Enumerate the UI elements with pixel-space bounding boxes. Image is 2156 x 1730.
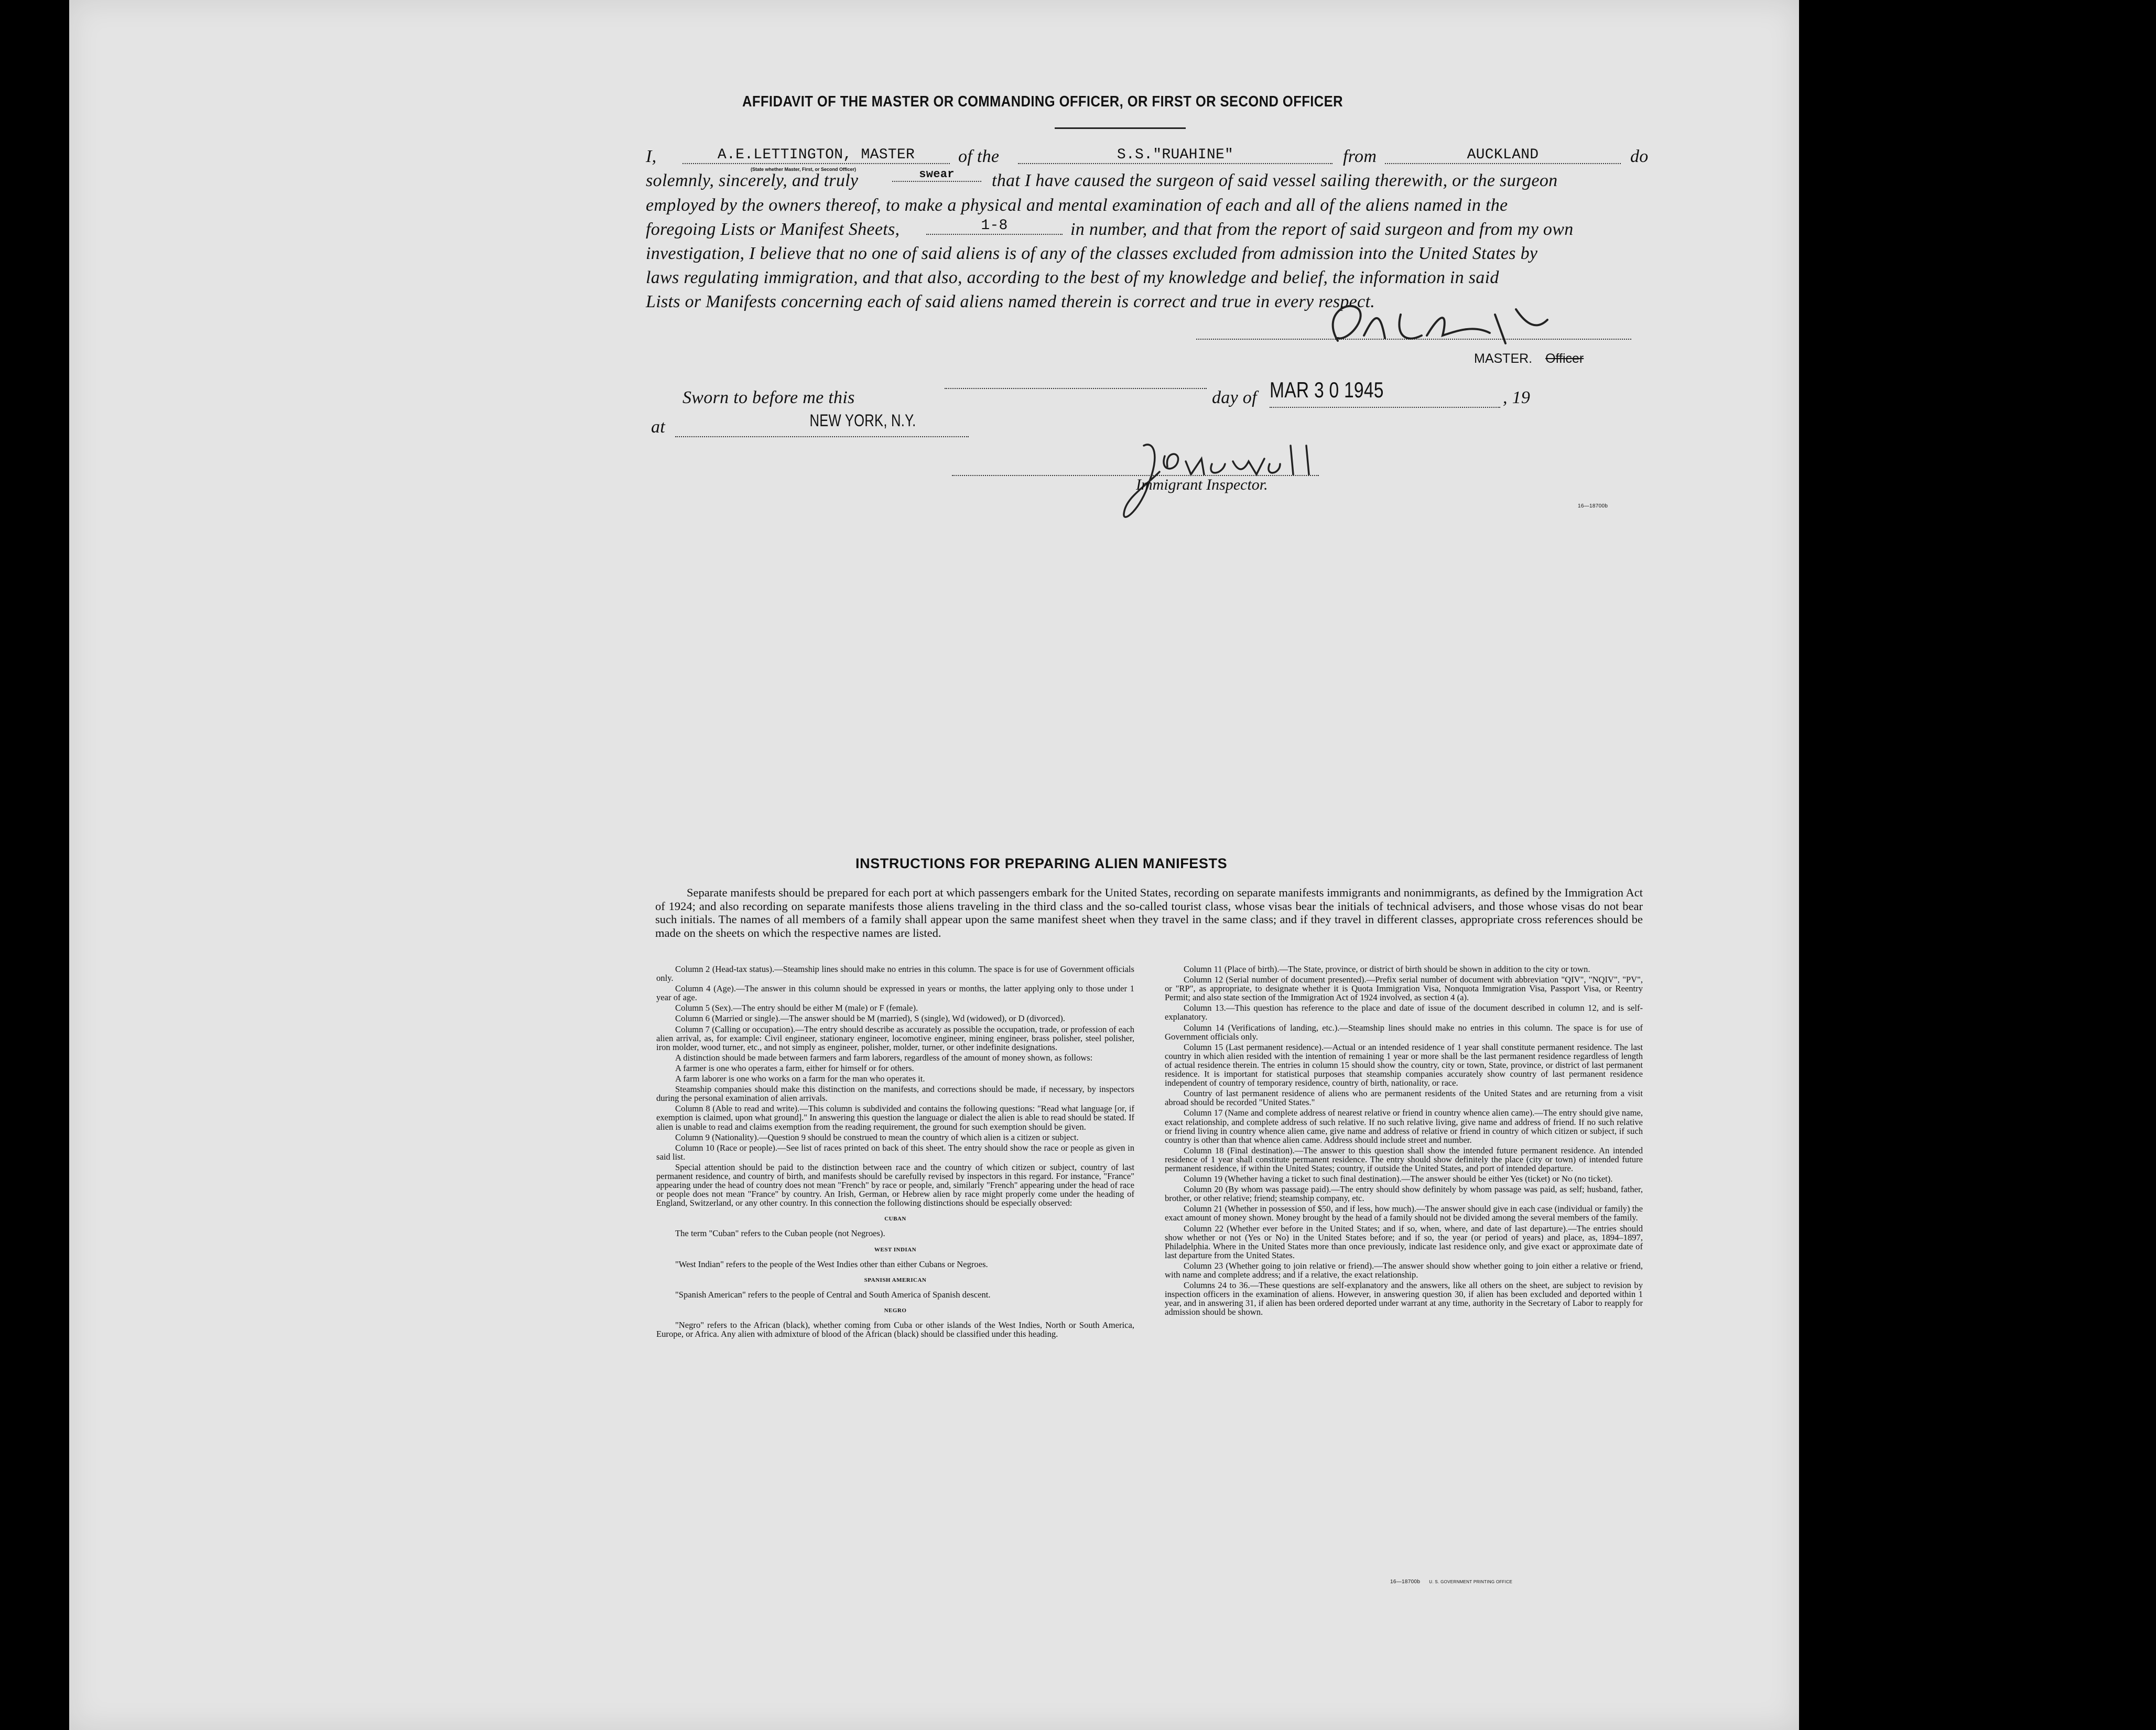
instruction-paragraph: Column 22 (Whether ever before in the United States; and if so, when, where, and date of last departure).—The entries should show whether or not (Yes or No) in the United States before; and if so, the year (or period of years) and place, as, 1894–1897, Philadelphia. Where in the United States more than once previously, indicate last residence only, and give exact or approximate date of last departure from the United States. [1165,1223,1643,1260]
instruction-paragraph: Steamship companies should make this distinction on the manifests, and corrections should be made, if necessary, by inspectors during the personal examination of alien arrivals. [656,1084,1134,1104]
instruction-paragraph: Column 23 (Whether going to join relative or friend).—The answer should show whether going to join either a relative or friend, with name and complete address; and if a relative, the exact relationship. [1165,1260,1643,1280]
instruction-paragraph: Column 13.—This question has reference to the place and date of issue of the document described in column 12, and is self-explanatory. [1165,1003,1643,1022]
instruction-paragraph: Column 21 (Whether in possession of $50, and if less, how much).—The answer should give in each case (individual or family) the exact amount of money shown. Money brought by the head of a family should not be divided among the several members of the family. [1165,1204,1643,1223]
instructions-right-column [1165,965,1643,1318]
from-text: from [1343,147,1377,166]
instruction-paragraph: Special attention should be paid to the distinction between race and the country of which citizen or subject, country of last permanent residence, and country of birth, and manifests should be carefully revised by inspectors in this regard. For instance, "France" appearing under the head of country does not mean "French" by race or people, and, similarly "French" appearing under the head of race or people does not mean "France" by country. An Irish, German, or Hebrew alien by race might properly come under the heading of England, Switzerland, or any other country. In this connection the following distinctions should be especially observed: [656,1162,1134,1208]
sworn-text: Sworn to before me this [682,388,855,407]
instruction-paragraph: Column 17 (Name and complete address of nearest relative or friend in country whence alien came).—The entry should give name, exact relationship, and complete address of such relative. If no such relative living, give name and address of friend. If no such relative or friend living in country whence alien came, give name and address of relative or friend in country of which citizen or subject, if such country is other than that whence alien came. Address should include street and number. [1165,1108,1643,1145]
inspector-label: Immigrant Inspector. [1136,476,1268,493]
place-line [651,411,966,437]
officer-rank-note: (State whether Master, First, or Second Officer) [751,167,857,172]
instruction-paragraph: Column 10 (Race or people).—See list of races printed on back of this sheet. The entry should show the race or people as given in said list. [656,1142,1134,1162]
instruction-paragraph: Column 4 (Age).—The answer in this column should be expressed in years or months, the latter applying only to those under 1 year of age. [656,983,1134,1003]
instruction-paragraph: "Spanish American" refers to the people of Central and South America of Spanish descent. [675,1289,991,1300]
instruction-paragraph: "Negro" refers to the African (black), whether coming from Cuba or other islands of the West Indies, North or South America, Europe, or Africa. Any alien with admixture of blood of the African (black) should be classified under this heading. [656,1320,1134,1339]
pronoun-i: I, [646,147,657,166]
of-the-text: of the [958,147,1000,166]
subheading-cuban: CUBAN [884,1216,906,1223]
subheading-spanish-american: SPANISH AMERICAN [864,1277,927,1283]
instruction-paragraph: A distinction should be made between farmers and farm laborers, regardless of the amount of money shown, as follows: [675,1052,1093,1063]
line-4-rest: in number, and that from the report of said surgeon and from my own [1070,220,1574,239]
year-prefix: , 19 [1503,388,1531,407]
instruction-paragraph: Column 18 (Final destination).—The answer to this question shall show the intended future permanent residence. An intended residence of 1 year shall constitute permanent residence. The entry should show definitely the place (city or town) of intended future permanent residence, if within the United States; country, if outside the United States, and port of intended departure. [1165,1145,1643,1173]
sheet-count-field: 1-8 [926,218,1063,235]
at-text: at [651,417,666,437]
officer-label: Officer [1545,351,1584,366]
instruction-paragraph: Column 6 (Married or single).—The answer should be M (married), S (single), Wd (widowed), or D (divorced). [675,1013,1065,1024]
line-2-rest: that I have caused the surgeon of said vessel sailing therewith, or the surgeon [992,171,1558,190]
instruction-paragraph: A farm laborer is one who works on a farm for the man who operates it. [675,1074,925,1084]
affidavit-title: AFFIDAVIT OF THE MASTER OR COMMANDING OFFICER, OR FIRST OR SECOND OFFICER [742,93,1343,110]
instruction-paragraph: Columns 24 to 36.—These questions are self-explanatory and the answers, like all others on the sheet, are subject to revision by inspection officers in the examination of aliens. However, in answering question 30, if alien has been excluded and deported within 1 year, and in answering 31, if alien has been ordered deported under warrant at any time, authority in the Secretary of Labor to reapply for admission should be shown. [1165,1280,1643,1317]
place-field [675,417,969,437]
affidavit-line-3: employed by the owners thereof, to make a physical and mental examination of each and all of the aliens named in the [646,196,1508,215]
day-of-text: day of [1212,388,1257,407]
affidavit-line-4 [646,220,1631,240]
title-underline [1055,127,1186,129]
officer-name-field: A.E.LETTINGTON, MASTER [682,147,950,164]
subheading-negro: NEGRO [884,1307,907,1314]
sworn-line [682,377,1531,408]
instruction-paragraph: Column 8 (Able to read and write).—This column is subdivided and contains the following questions: "Read what language [or, if exemption is claimed, upon what ground]." In answering this question the language or dialect the alien is able to read should be stated. If alien is unable to read and claims exemption from the reading requirement, the ground for such exemption should be given. [656,1104,1134,1132]
month-field [1270,388,1500,408]
subheading-west-indian: WEST INDIAN [874,1246,917,1253]
sworn-day-field [945,388,1207,389]
instruction-paragraph: Column 15 (Last permanent residence).—Actual or an intended residence of 1 year shall constitute permanent residence. The last country in which alien resided with the intention of remaining 1 year or more shall be the last permanent residence regardless of length of actual residence therein. The entries in column 15 should show the country, city or town, State, province, or district of last permanent residence. It is important for statistical purposes that steamship companies accurately show country of last permanent residence independent of country of temporary residence, country of birth, nationality, or race. [1165,1042,1643,1088]
instruction-paragraph: Column 20 (By whom was passage paid).—The entry should show definitely by whom passage was paid, as self; husband, father, brother, or other relative; friend; steamship company, etc. [1165,1184,1643,1204]
instruction-paragraph: Column 5 (Sex).—The entry should be either M (male) or F (female). [675,1003,918,1013]
oath-field: swear [892,168,981,182]
instruction-paragraph: Country of last permanent residence of aliens who are permanent residents of the United States and are returning from a visit abroad should be recorded "United States." [1165,1088,1643,1108]
instructions-intro: Separate manifests should be prepared for each port at which passengers embark for the United States, recording on separate manifests immigrants and nonimmigrants, as defined by the Immigration Act of 1924; and also recording on separate manifests those aliens traveling in the third class and the so-called tourist class, whose visas bear the initials of technical advisers, and those whose visas do not bear such initials. The names of all members of a family shall appear upon the same manifest sheet when they travel in the same class; and if they travel in different classes, appropriate cross references should be made on the sheets on which the respective names are listed. [655,886,1643,939]
affidavit-line-7: Lists or Manifests concerning each of said aliens named therein is correct and true in every respect. [646,292,1375,311]
master-signature [1317,294,1558,356]
instruction-paragraph: A farmer is one who operates a farm, either for himself or for others. [675,1063,914,1073]
affidavit-line-1 [646,147,1649,167]
ship-name-field: S.S."RUAHINE" [1018,147,1332,164]
instructions-title: INSTRUCTIONS FOR PREPARING ALIEN MANIFESTS [855,856,1228,871]
footer-form-code: 16—18700b [1390,1579,1421,1585]
instruction-paragraph: Column 9 (Nationality).—Question 9 should be construed to mean the country of which alien is a citizen or subject. [675,1132,1079,1142]
instruction-paragraph: The term "Cuban" refers to the Cuban people (not Negroes). [675,1228,885,1239]
form-code: 16—18700b [1578,503,1608,509]
affidavit-line-6: laws regulating immigration, and that also, according to the best of my knowledge and belief, the information in said [646,268,1499,287]
port-field: AUCKLAND [1385,147,1621,164]
date-stamp: MAR 3 0 1945 [1270,377,1384,402]
instruction-paragraph: "West Indian" refers to the people of the West Indies other than either Cubans or Negroes. [675,1259,988,1269]
instructions-left-column [656,965,1134,1340]
instruction-paragraph: Column 14 (Verifications of landing, etc.).—Steamship lines should make no entries in this column. The space is for use of Government officials only. [1165,1022,1643,1042]
instruction-paragraph: Column 2 (Head-tax status).—Steamship lines should make no entries in this column. The space is for use of Government officials only. [656,964,1134,983]
foregoing-text: foregoing Lists or Manifest Sheets, [646,220,900,239]
affidavit-line-5: investigation, I believe that no one of said aliens is of any of the classes excluded from admission into the United States by [646,244,1538,263]
do-text: do [1630,147,1649,166]
instruction-paragraph: Column 12 (Serial number of document presented).—Prefix serial number of document with abbreviation "QIV", "NQIV", "PV", or "RP", as appropriate, to designate whether it is Quota Immigration Visa, Nonquota Immigration Visa, Passport Visa, or Reentry Permit; and also state section of the Immigration Act of 1924 involved, as section 4 (a). [1165,975,1643,1003]
instruction-paragraph: Column 19 (Whether having a ticket to such final destination).—The answer should be either Yes (ticket) or No (no ticket). [1184,1174,1613,1184]
solemnly-text: solemnly, sincerely, and truly [646,171,859,190]
instruction-paragraph: Column 7 (Calling or occupation).—The entry should describe as accurately as possible the occupation, trade, or profession of each alien arrival, as, for example: Civil engineer, stationary engineer, locomotive engineer, mining engineer, brass polisher, steel polisher, iron molder, wood turner, etc., and not simply as engineer, polisher, molder, turner, or other indefinite designations. [656,1024,1134,1052]
footer-printer: U. S. GOVERNMENT PRINTING OFFICE [1429,1580,1513,1584]
document-page [69,0,1799,1730]
place-stamp: NEW YORK, N.Y. [809,411,916,430]
master-label: MASTER. [1474,351,1533,366]
instruction-paragraph: Column 11 (Place of birth).—The State, province, or district of birth should be shown in addition to the city or town. [1184,964,1590,974]
